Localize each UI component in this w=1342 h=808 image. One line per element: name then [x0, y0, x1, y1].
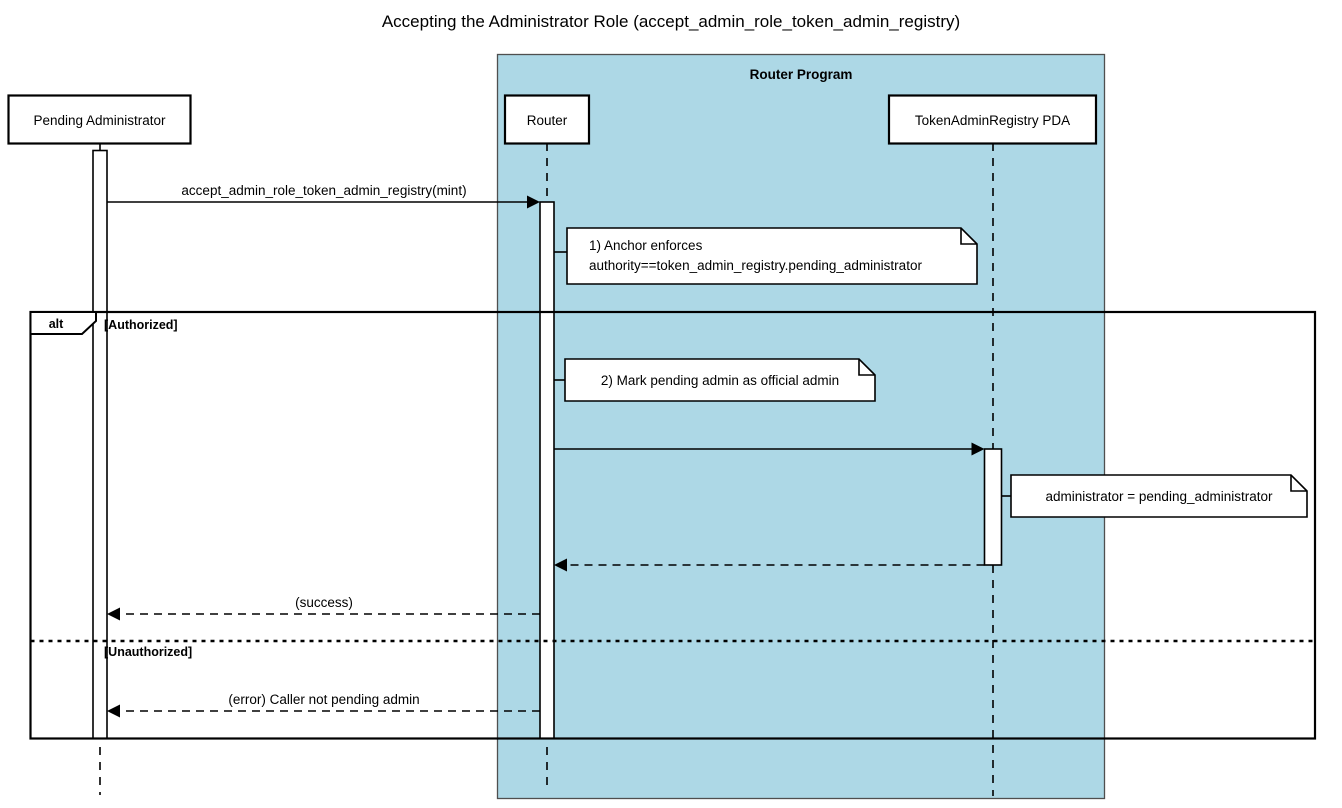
participant-label-token-admin-registry-pda: TokenAdminRegistry PDA	[914, 113, 1071, 128]
note-3-line-1: administrator = pending_administrator	[1045, 489, 1273, 504]
message-error-label: (error) Caller not pending admin	[228, 692, 420, 707]
participant-label-pending-administrator: Pending Administrator	[33, 113, 166, 128]
alt-guard-authorized: [Authorized]	[104, 318, 178, 332]
participant-label-router: Router	[526, 113, 568, 128]
message-success-arrowhead-icon	[107, 608, 120, 621]
note-1	[567, 228, 977, 284]
note-1-line-2: authority==token_admin_registry.pending_administrator	[589, 258, 922, 273]
message-success-label: (success)	[295, 595, 353, 610]
alt-guard-unauthorized: [Unauthorized]	[104, 645, 193, 659]
message-error-arrowhead-icon	[107, 705, 120, 718]
note-1-line-1: 1) Anchor enforces	[589, 238, 703, 253]
activation-token-admin-registry-pda	[985, 449, 1002, 565]
alt-frame-operator-label: alt	[48, 317, 64, 331]
activation-router	[540, 202, 554, 739]
router-program-frame-label: Router Program	[749, 67, 853, 82]
message-accept-admin-role-label: accept_admin_role_token_admin_registry(mint)	[181, 183, 467, 198]
router-program-frame	[498, 55, 1105, 799]
note-2-line-1: 2) Mark pending admin as official admin	[600, 373, 840, 388]
diagram-title: Accepting the Administrator Role (accept_admin_role_token_admin_registry)	[381, 12, 961, 31]
